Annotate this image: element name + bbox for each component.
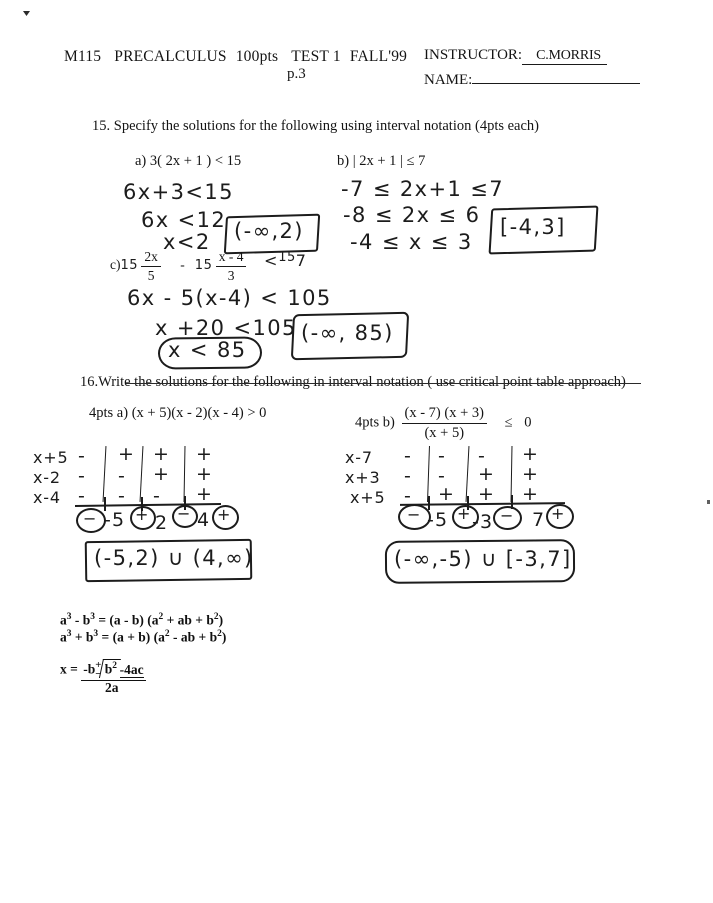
hw-16b-sign-r1c0: -: [404, 465, 411, 487]
question-16b-fraction: [402, 405, 487, 441]
quadratic-numerator: -b+ − $b^2$ -4ac: [83, 659, 144, 681]
hw-16a-sign-r0c1: +: [118, 443, 134, 465]
hw-16b-row-label-0: x-7: [345, 448, 373, 467]
header-subject: PRECALCULUS: [114, 48, 227, 65]
question-16a-points: 4pts: [89, 405, 114, 421]
hw-15b-line-2: -8 ≤ 2x ≤ 6: [343, 203, 481, 227]
hw-16b-critical-point-2: 7: [532, 509, 546, 531]
quadratic-denominator: 2a: [105, 680, 119, 695]
hw-16b-number-line: [400, 502, 565, 506]
hw-16b-sign-r1c3: +: [522, 463, 538, 485]
instructor-label: INSTRUCTOR:: [424, 47, 523, 63]
question-15c-statement-row: [110, 249, 246, 283]
hw-16b-row-label-1: x+3: [345, 468, 381, 487]
question-16b-points: 4pts: [355, 414, 380, 431]
fraction-denominator: 5: [147, 267, 155, 283]
hw-16b-sign-r0c2: -: [478, 445, 485, 467]
hw-15a-line-1: 6x+3<15: [123, 180, 234, 204]
hw-16b-sign-r2c1: +: [438, 483, 454, 505]
hw-16a-row-label-0: x+5: [33, 448, 69, 467]
hw-16a-row-label-2: x-4: [33, 488, 61, 507]
header-term: FALL'99: [349, 48, 408, 65]
hw-16a-sign-r0c0: -: [78, 445, 85, 467]
formula-quadratic: [60, 659, 146, 681]
name-label: NAME:: [424, 72, 473, 88]
header-course: M115: [64, 48, 102, 65]
header-page-label: p.3: [287, 66, 306, 82]
hw-16a-sign-r1c0: -: [78, 465, 85, 487]
hw-16b-sign-r1c2: +: [478, 463, 494, 485]
hw-16b-divider-0: [427, 446, 430, 502]
hw-16b-sign-r0c3: +: [522, 443, 538, 465]
question-16-number: 16.: [80, 374, 99, 390]
question-16a-statement-row: [89, 405, 266, 422]
hw-16a-interval-sign-1: +: [135, 505, 150, 524]
hw-16a-critical-point-2: 4: [197, 509, 211, 531]
question-16b-rhs: 0: [524, 414, 532, 431]
hw-16a-sign-r0c2: +: [153, 443, 169, 465]
formula-cube-sum: $a^3 + b^3 = (a + b)$ ($a^2$ - ab + $b^2$): [60, 629, 227, 645]
question-16b-label: b): [382, 414, 395, 431]
hw-15c-multiplier-mid: 15: [194, 258, 213, 274]
hw-16b-row-label-2: x+5: [350, 488, 386, 507]
hw-16a-divider-2: [184, 446, 186, 502]
hw-16b-sign-r2c2: +: [478, 483, 494, 505]
hw-16b-sign-r2c0: -: [404, 485, 411, 507]
fraction-denominator: 3: [227, 267, 235, 283]
hw-16a-sign-r1c1: -: [118, 465, 125, 487]
question-15b-statement: | 2x + 1 | ≤ 7: [352, 153, 426, 169]
hw-16a-sign-r2c2: -: [153, 485, 160, 507]
hw-16a-interval-sign-0: −: [83, 509, 98, 528]
edge-scan-speck: [707, 500, 710, 504]
fraction-numerator: (x - 7) (x + 3): [402, 405, 487, 424]
hw-15c-relation: <$^{15}$7: [264, 250, 307, 270]
hw-15c-work-answer: x < 85: [168, 338, 247, 362]
hw-16b-interval-sign-1: +: [457, 504, 472, 523]
question-15c-fraction-left: [141, 249, 161, 283]
hw-15c-line-2: x +20 <105: [155, 316, 297, 340]
hw-16b-sign-r1c1: -: [438, 465, 445, 487]
question-16a-label: a): [116, 405, 129, 421]
hw-16a-sign-r2c3: +: [196, 483, 212, 505]
hw-16a-sign-r1c2: +: [153, 463, 169, 485]
question-15b-statement-row: [337, 153, 425, 170]
question-15-prompt: Specify the solutions for the following using interval notation (4pts each): [113, 118, 540, 134]
question-16-prompt: Write the solutions for the following in interval notation ( use critical point table approach): [98, 374, 626, 390]
header-name-row: [424, 68, 640, 89]
question-15-prompt-row: [92, 118, 539, 135]
hw-15a-line-3: x<2: [163, 230, 211, 254]
header-test: TEST 1: [291, 48, 341, 65]
hw-16a-divider-0: [103, 446, 107, 502]
hw-15c-boxed-answer: (-∞, 85): [301, 321, 394, 345]
hw-16b-interval-sign-0: −: [407, 505, 422, 524]
hw-16b-sign-r0c0: -: [404, 445, 411, 467]
hw-16b-critical-point-1: -3: [472, 511, 494, 533]
question-15-number: 15.: [92, 118, 111, 134]
question-15c-fraction-mid: [216, 249, 247, 283]
hw-15a-line-2: 6x <12: [141, 208, 227, 232]
hw-16a-boxed-answer: (-5,2) ∪ (4,∞): [94, 546, 254, 570]
hw-16a-divider-1: [140, 446, 144, 502]
quadratic-x: x: [60, 661, 67, 677]
hw-16b-critical-point-0: -5: [427, 509, 449, 531]
hw-16a-sign-r2c0: -: [78, 485, 85, 507]
hw-16b-interval-sign-3: +: [551, 504, 566, 523]
header-course-line: [64, 48, 407, 66]
hw-16a-sign-r1c3: +: [196, 463, 212, 485]
hw-16b-divider-1: [466, 446, 470, 502]
hw-16a-sign-r2c1: -: [118, 485, 125, 507]
hw-16a-row-label-1: x-2: [33, 468, 61, 487]
hw-16a-critical-point-0: -5: [104, 509, 126, 531]
hw-16a-critical-point-1: 2: [155, 512, 169, 534]
header-instructor-row: [424, 47, 607, 65]
question-16b-relation: ≤: [504, 414, 513, 431]
question-15c-minus: -: [180, 257, 185, 273]
question-15c-label: c): [110, 257, 121, 273]
hw-15b-line-3: -4 ≤ x ≤ 3: [350, 230, 473, 254]
hw-16a-interval-sign-2: −: [177, 504, 192, 523]
quadratic-equals: =: [70, 661, 78, 677]
question-16b-statement-row: [355, 405, 531, 441]
hw-15c-line-1: 6x - 5(x-4) < 105: [127, 286, 332, 310]
name-blank-field[interactable]: [472, 68, 640, 84]
hw-16a-sign-r0c3: +: [196, 443, 212, 465]
formula-cube-difference: $a^3 - b^3 = (a - b) (a^2$ + ab + $b^2$): [60, 612, 224, 628]
question-16-prompt-row: [80, 374, 713, 391]
hw-16a-interval-sign-3: +: [217, 505, 232, 524]
hw-15b-boxed-answer: [-4,3]: [500, 215, 566, 239]
question-15a-label: a): [135, 153, 147, 169]
fraction-numerator: 2x: [141, 249, 161, 267]
corner-scan-speck: [23, 11, 30, 16]
fraction-numerator: x - 4: [216, 249, 247, 267]
hw-16b-sign-r0c1: -: [438, 445, 445, 467]
hw-16b-boxed-answer: (-∞,-5) ∪ [-3,7]: [394, 547, 572, 571]
instructor-value: C.MORRIS: [522, 48, 607, 65]
question-15b-label: b): [337, 153, 350, 169]
hw-15a-boxed-answer: (-∞,2): [234, 219, 304, 243]
question-16a-statement: (x + 5)(x - 2)(x - 4) > 0: [131, 405, 267, 421]
question-15a-statement-row: [135, 153, 241, 170]
hw-16b-interval-sign-2: −: [500, 506, 515, 525]
hw-15b-line-1: -7 ≤ 2x+1 ≤7: [341, 177, 505, 201]
hw-15c-multiplier-left: 15: [120, 258, 139, 274]
header-points: 100pts: [235, 48, 279, 65]
hw-16b-tick-0: [428, 496, 430, 510]
hw-16b-divider-2: [511, 446, 513, 502]
fraction-denominator: (x + 5): [424, 424, 465, 441]
question-15a-statement: 3( 2x + 1 ) < 15: [149, 153, 242, 169]
hw-16b-sign-r2c3: +: [522, 483, 538, 505]
